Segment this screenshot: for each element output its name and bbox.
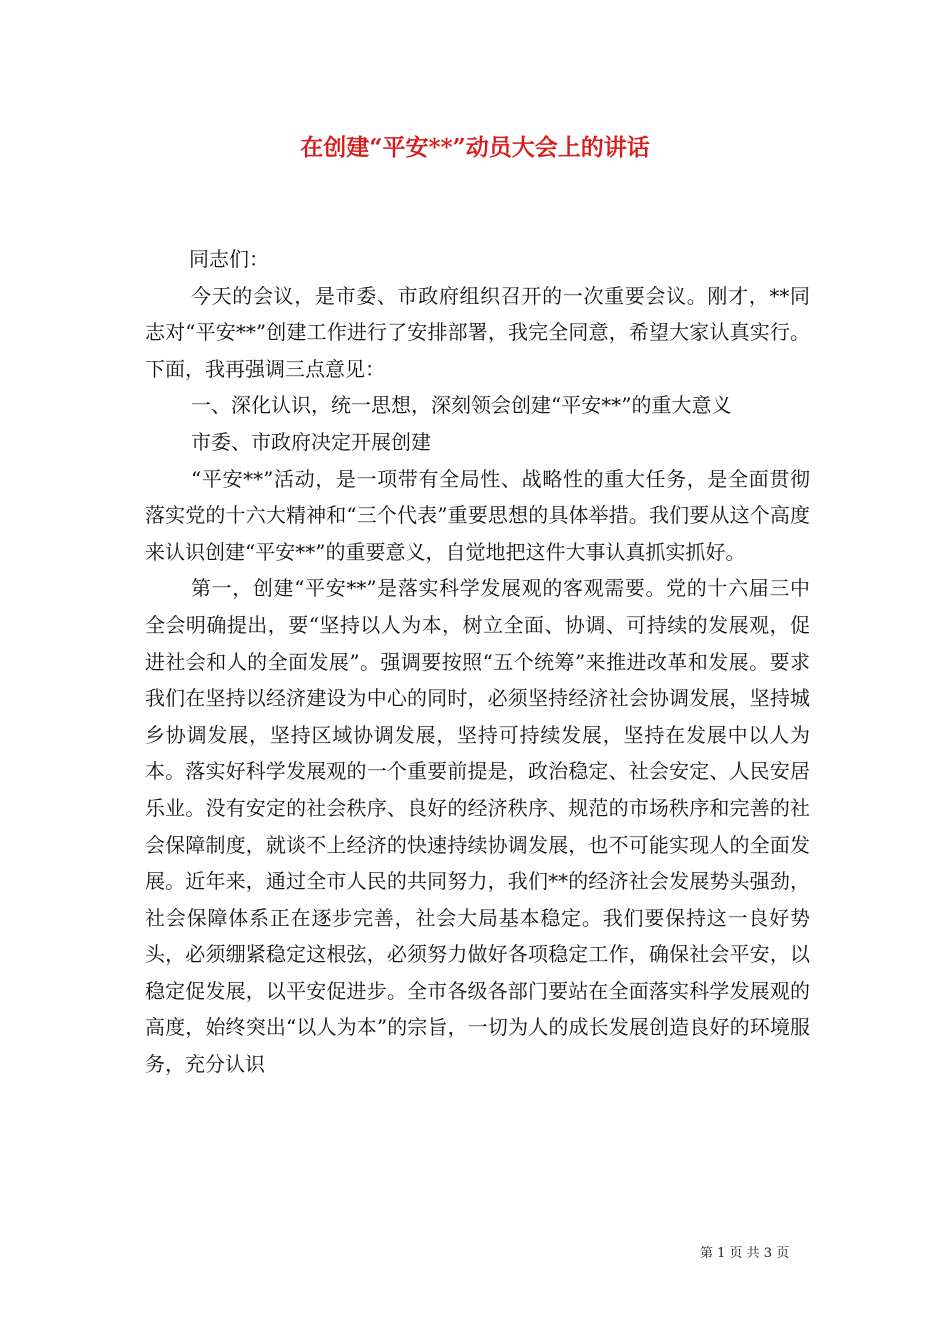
document-title: 在创建“平安**”动员大会上的讲话 (300, 134, 650, 161)
page-number: 第 1 页 共 3 页 (700, 1246, 790, 1261)
paragraph-first-point: 第一，创建“平安**”是落实科学发展观的客观需要。党的十六届三中全会明确提出，要“坚持以人为本，树立全面、协调、可持续的发展观，促进社会和人的全面发展”。强调要按照“五个统筹”来推进改革和发展。要求我们在坚持以经济建设为中心的同时，必须坚持经济社会协调发展，坚持城乡协调发展，坚持区域协调发展，坚持可持续发展，坚持在发展中以人为本。落实好科学发展观的一个重要前提是，政治稳定、社会安定、人民安居乐业。没有安定的社会秩序、良好的经济秩序、规范的市场秩序和完善的社会保障制度，就谈不上经济的快速持续协调发展，也不可能实现人的全面发展。近年来，通过全市人民的共同努力，我们**的经济社会发展势头强劲，社会保障体系正在逐步完善，社会大局基本稳定。我们要保持这一良好势头，必须绷紧稳定这根弦，必须努力做好各项稳定工作，确保社会平安，以稳定促发展，以平安促进步。全市各级各部门要站在全面落实科学发展观的高度，始终突出“以人为本”的宗旨，一切为人的成长发展创造良好的环境服务，充分认识 (145, 576, 810, 1077)
paragraph-activity: “平安**”活动，是一项带有全局性、战略性的重大任务，是全面贯彻落实党的十六大精神和“三个代表”重要思想的具体举措。我们要从这个高度来认识创建“平安**”的重要意义，自觉地把这件大事认真抓实抓好。 (145, 466, 810, 564)
paragraph-intro: 今天的会议，是市委、市政府组织召开的一次重要会议。刚才，**同志对“平安**”创建工作进行了安排部署，我完全同意，希望大家认真实行。下面，我再强调三点意见： (145, 283, 810, 381)
salutation: 同志们： (189, 247, 269, 271)
document-body (145, 241, 810, 1083)
section-heading-1: 一、深化认识，统一思想，深刻领会创建“平安**”的重大意义 (191, 393, 732, 418)
paragraph-decision: 市委、市政府决定开展创建 (191, 429, 431, 454)
